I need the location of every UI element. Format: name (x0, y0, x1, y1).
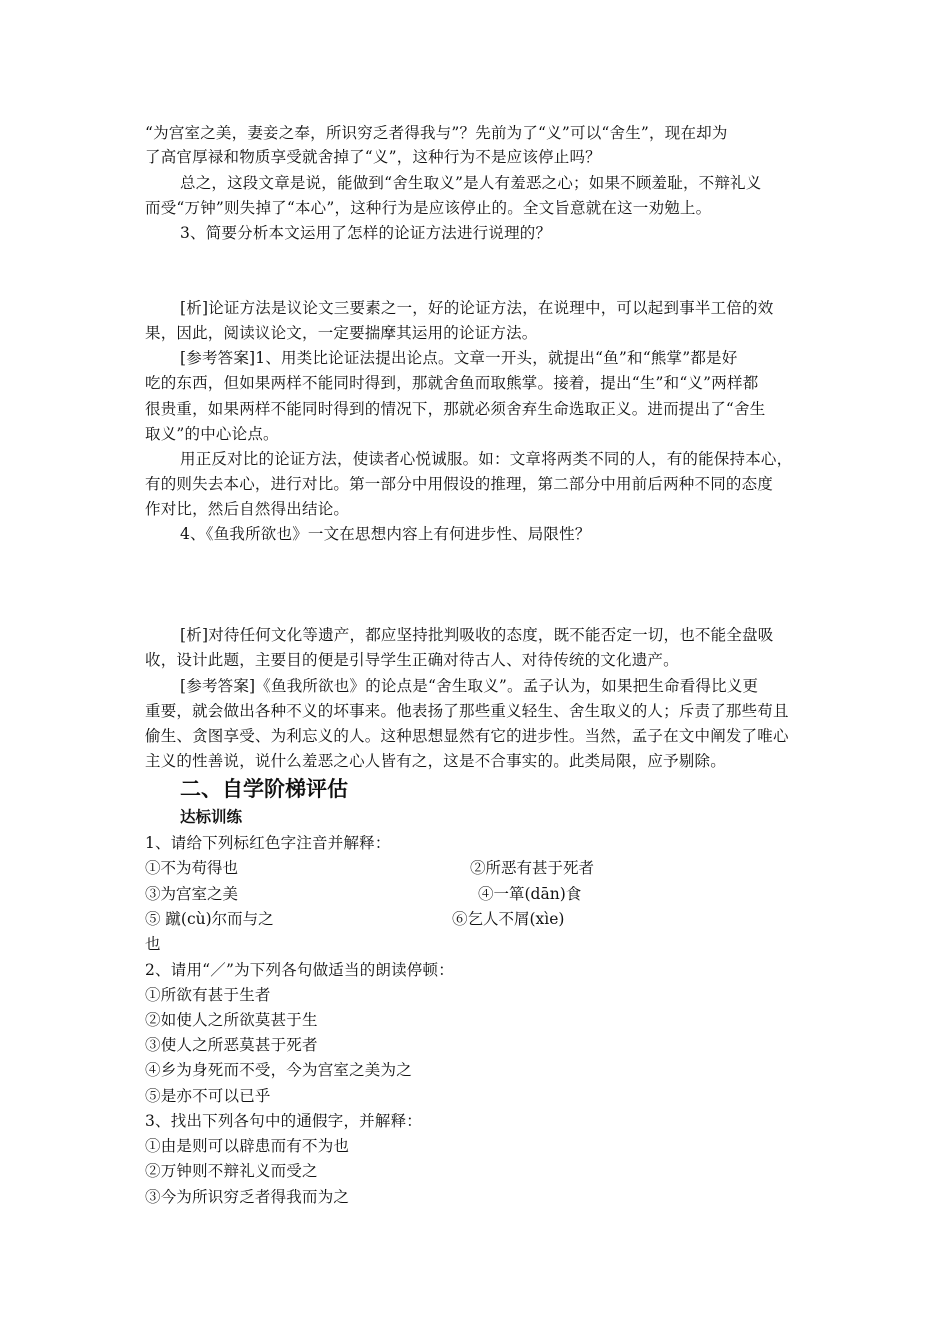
section-title: 二、自学阶梯评估 (180, 777, 348, 801)
question-3: 3、简要分析本文运用了怎样的论证方法进行说理的？ (180, 224, 552, 242)
answer-line: 吃的东西，但如果两样不能同时得到，那就舍鱼而取熊掌。接着，提出“生”和“义”两样都 (145, 374, 759, 392)
answer-line: 取义”的中心论点。 (145, 425, 279, 443)
q1-item: ③为宫室之美 (145, 885, 239, 903)
q1-tail: 也 (145, 935, 161, 953)
q2-item: ①所欲有甚于生者 (145, 986, 271, 1004)
q1-title: 1、请给下列标红色字注音并解释： (145, 834, 391, 852)
q1-item: ⑥乞人不屑(xìe) (452, 910, 565, 928)
q3-item: ③今为所识穷乏者得我而为之 (145, 1188, 350, 1206)
paragraph-line: “为宫室之美，妻妾之奉，所识穷乏者得我与”？先前为了“义”可以“舍生”，现在却为 (145, 124, 728, 142)
q2-title: 2、请用“／”为下列各句做适当的朗读停顿： (145, 961, 454, 979)
paragraph-line: 了高官厚禄和物质享受就舍掉了“义”，这种行为不是应该停止吗？ (145, 148, 601, 166)
analysis-line: 收，设计此题，主要目的便是引导学生正确对待古人、对待传统的文化遗产。 (145, 651, 679, 669)
answer-line: 重要，就会做出各种不义的坏事来。他表扬了那些重义轻生、舍生取义的人；斥责了那些苟且 (145, 702, 789, 720)
answer-line: 偷生、贪图享受、为利忘义的人。这种思想显然有它的进步性。当然，孟子在文中阐发了唯心 (145, 727, 789, 745)
answer-line: [参考答案]《鱼我所欲也》的论点是“舍生取义”。孟子认为，如果把生命看得比义更 (180, 677, 759, 695)
q3-title: 3、找出下列各句中的通假字，并解释： (145, 1112, 422, 1130)
paragraph-line: 而受“万钟”则失掉了“本心”，这种行为是应该停止的。全文旨意就在这一劝勉上。 (145, 199, 712, 217)
q3-item: ①由是则可以辟患而有不为也 (145, 1137, 350, 1155)
answer-line: 主义的性善说，说什么羞恶之心人皆有之，这是不合事实的。此类局限，应予剔除。 (145, 752, 726, 770)
q2-item: ⑤是亦不可以已乎 (145, 1087, 271, 1105)
q1-item: ①不为苟得也 (145, 859, 239, 877)
analysis-line: 果，因此，阅读议论文，一定要揣摩其运用的论证方法。 (145, 324, 538, 342)
q3-item: ②万钟则不辩礼义而受之 (145, 1162, 318, 1180)
answer-line: 作对比，然后自然得出结论。 (145, 500, 350, 518)
answer-line: [参考答案]1、用类比论证法提出论点。文章一开头，就提出“鱼”和“熊掌”都是好 (180, 349, 738, 367)
paragraph-line: 总之，这段文章是说，能做到“舍生取义”是人有羞恶之心；如果不顾羞耻，不辩礼义 (180, 174, 762, 192)
question-4: 4、《鱼我所欲也》一文在思想内容上有何进步性、局限性？ (180, 525, 591, 543)
analysis-line: [析]对待任何文化等遗产，都应坚持批判吸收的态度，既不能否定一切，也不能全盘吸 (180, 626, 774, 644)
answer-line: 很贵重，如果两样不能同时得到的情况下，那就必须舍弃生命选取正义。进而提出了“舍生 (145, 400, 766, 418)
subsection-title: 达标训练 (180, 808, 243, 826)
q2-item: ②如使人之所欲莫甚于生 (145, 1011, 318, 1029)
q2-item: ④乡为身死而不受，今为宫室之美为之 (145, 1061, 412, 1079)
q1-item: ⑤ 蹴(cù)尔而与之 (145, 910, 274, 928)
answer-line: 用正反对比的论证方法，使读者心悦诚服。如：文章将两类不同的人，有的能保持本心， (180, 450, 793, 468)
answer-line: 有的则失去本心，进行对比。第一部分中用假设的推理，第二部分中用前后两种不同的态度 (145, 475, 774, 493)
q2-item: ③使人之所恶莫甚于死者 (145, 1036, 318, 1054)
analysis-line: [析]论证方法是议论文三要素之一，好的论证方法，在说理中，可以起到事半工倍的效 (180, 299, 774, 317)
q1-item: ④一箪(dān)食 (478, 885, 582, 903)
q1-item: ②所恶有甚于死者 (470, 859, 595, 877)
